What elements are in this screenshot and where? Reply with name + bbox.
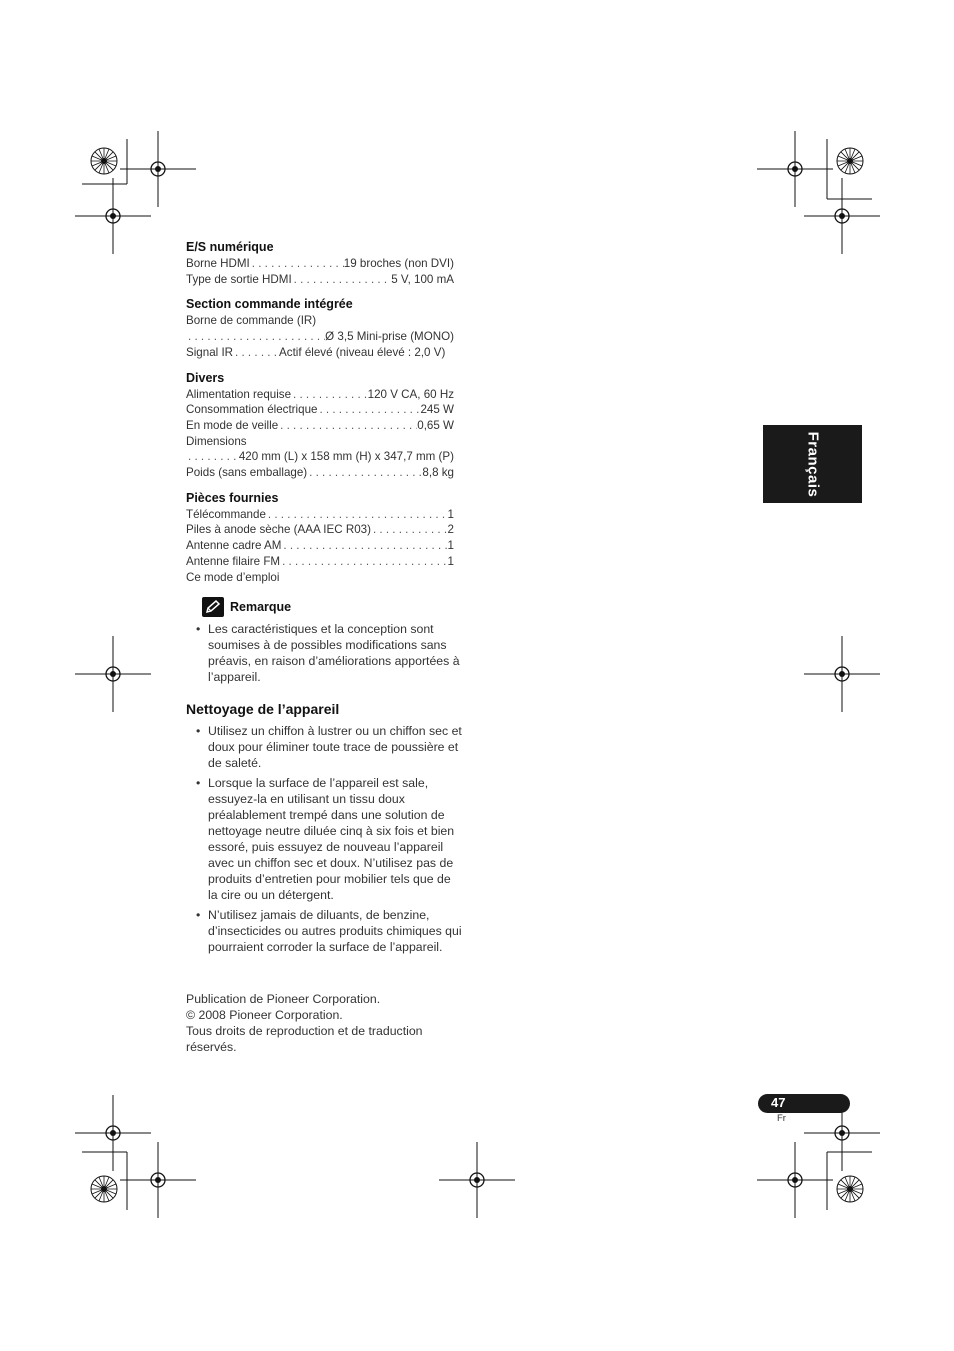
footer-copyright: © 2008 Pioneer Corporation. [186,1008,343,1022]
leader-dots [291,387,368,403]
leader-dots [280,554,447,570]
section-heading-misc: Divers [186,370,225,385]
spec-label: Type de sortie HDMI [186,272,292,286]
spec-list-accessories [186,507,462,586]
spec-row [186,272,454,288]
spec-row [186,256,454,272]
spec-value: 1 [447,554,454,568]
spec-value: 8,8 kg [422,466,454,480]
spec-label: Consommation électrique [186,403,318,417]
cleaning-list [186,723,462,955]
spec-row [186,507,454,523]
spec-label: Antenne cadre AM [186,539,282,553]
page-language-code: Fr [777,1113,786,1124]
spec-label: Dimensions [186,434,247,448]
spec-row [186,522,454,538]
leader-dots [250,256,344,272]
spec-value: 2 [447,523,454,537]
list-item: • Les caractéristiques et la conception sont soumises à de possibles modifications sans préavis, en raison d’améliorations apportées à l’appareil. [186,621,462,685]
specifications-column [186,238,462,959]
spec-label: Télécommande [186,507,266,521]
spec-row [186,538,454,554]
leader-dots [371,522,448,538]
spec-value: Actif élevé (niveau élevé : 2,0 V) [279,345,446,359]
note-header [202,597,462,617]
leader-dots [266,507,448,523]
list-item: • Lorsque la surface de l’appareil est sale, essuyez-la en utilisant un tissu doux préalablement trempé dans une solution de nettoyage neutre diluée cinq à six fois et bien essoré, puis essuyez de nouveau l’appareil avec un chiffon sec et doux. N’utilisez pas de produits d’entretien pour mobilier tels que de la cire ou un détergent. [186,775,462,903]
spec-row [186,449,454,465]
list-item: • Utilisez un chiffon à lustrer ou un chiffon sec et doux pour éliminer toute trace de poussière et de saleté. [186,723,462,771]
spec-row [186,387,454,403]
spec-label: Signal IR [186,345,234,359]
spec-row [186,329,454,345]
spec-label: En mode de veille [186,418,279,432]
spec-value: 19 broches (non DVI) [343,257,454,270]
spec-value: 120 V CA, 60 Hz [367,387,454,401]
leader-dots [292,272,392,288]
pencil-note-icon [202,597,224,617]
spec-label: Piles à anode sèche (AAA IEC R03) [186,523,371,537]
page-number-badge [758,1094,850,1113]
language-side-tab [763,425,862,503]
list-item: • N’utilisez jamais de diluants, de benzine, d’insecticides ou autres produits chimiques qui pourraient corroder la surface de l’appareil. [186,907,462,955]
leader-dots [317,402,420,418]
spec-row [186,554,454,570]
spec-value: Ø 3,5 Mini-prise (MONO) [325,330,454,344]
spec-list-misc [186,387,462,481]
spec-value: 1 [447,507,454,521]
spec-label: Poids (sans emballage) [186,466,308,480]
leader-dots [278,418,417,434]
spec-row [186,402,454,418]
leader-dots [233,345,279,361]
leader-dots [186,329,325,345]
spec-value: 245 W [420,403,454,417]
spec-value: 420 mm (L) x 158 mm (H) x 347,7 mm (P) [238,450,454,464]
spec-list-digital-io [186,256,462,287]
leader-dots [307,465,422,481]
publication-footer [186,991,466,1055]
spec-label: Borne HDMI [186,257,250,270]
leader-dots [281,538,447,554]
spec-label: Borne de commande (IR) [186,314,317,328]
section-heading-accessories: Pièces fournies [186,490,279,505]
spec-row [186,465,454,481]
section-heading-digital-io: E/S numérique [186,240,274,254]
page-number: 47 [771,1095,786,1110]
spec-label: Alimentation requise [186,387,292,401]
footer-publisher: Publication de Pioneer Corporation. [186,992,381,1006]
spec-value: 0,65 W [417,418,454,432]
cleaning-heading: Nettoyage de l’appareil [186,701,340,718]
footer-rights: Tous droits de reproduction et de traduction réservés. [186,1024,423,1054]
spec-value: 1 [447,539,454,553]
spec-label: Ce mode d’emploi [186,570,280,584]
spec-value: 5 V, 100 mA [391,272,454,286]
spec-label: Antenne filaire FM [186,554,281,568]
note-list [186,621,462,685]
note-title: Remarque [230,600,292,615]
leader-dots [186,449,239,465]
spec-list-integrated-control [186,313,462,360]
spec-row [186,345,454,361]
language-label: Français [803,431,821,497]
spec-row [186,418,454,434]
section-heading-integrated-control: Section commande intégrée [186,297,353,312]
